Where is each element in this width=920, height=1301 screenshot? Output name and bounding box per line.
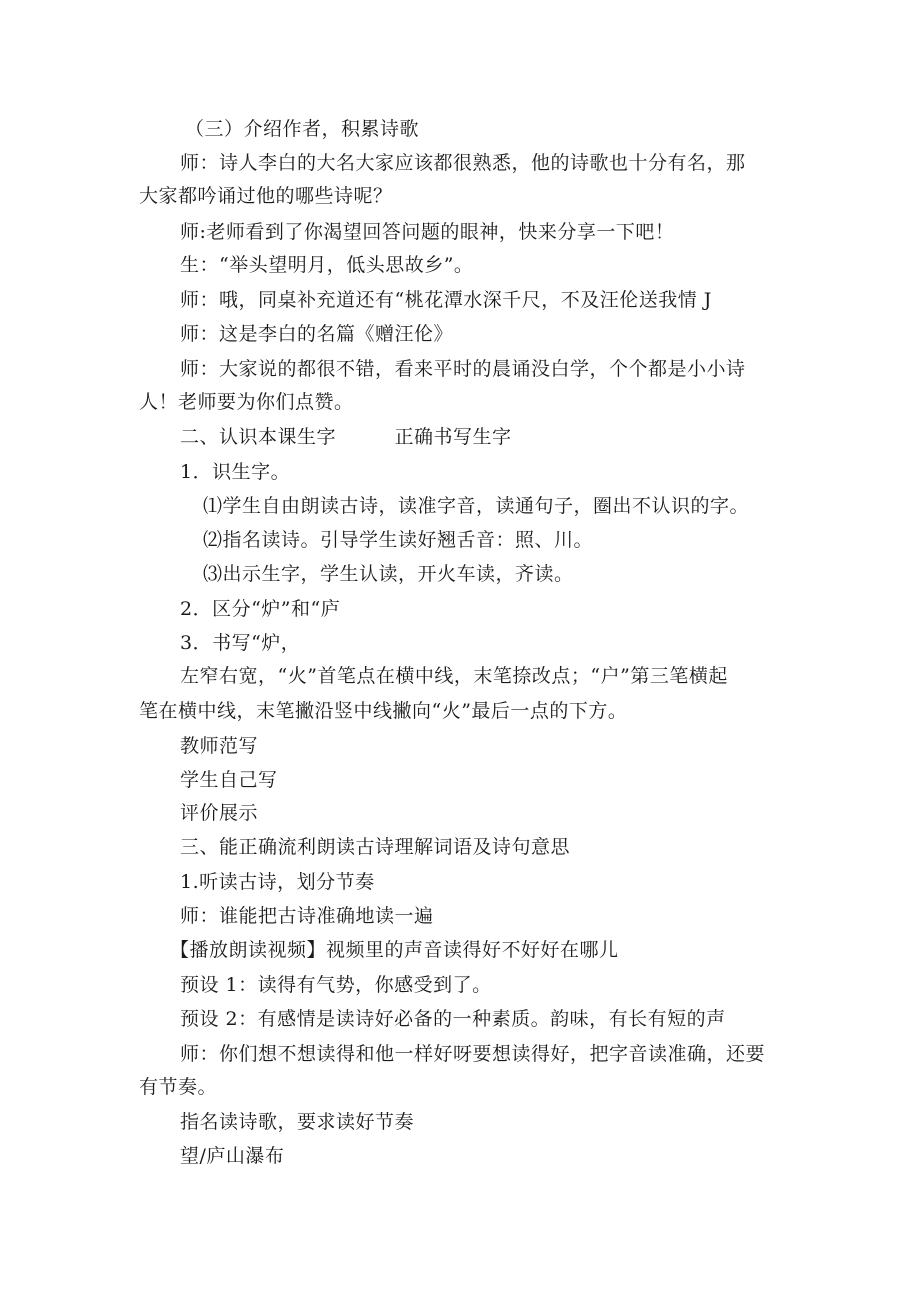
paragraph-line: 师：这是李白的名篇《赠汪伦》 [180, 323, 454, 345]
paragraph-line: 左窄右宽，“火”首笔点在横中线，末笔捺改点；“户”第三笔横起 [180, 665, 728, 687]
section-heading: 二、认识本课生字 正确书写生字 [180, 426, 512, 448]
list-item: ⑵指名读诗。引导学生读好翘舌音：照、川。 [203, 529, 594, 551]
paragraph-line: 【播放朗读视频】视频里的声音读得好不好好在哪儿 [170, 939, 619, 961]
paragraph-line: 师：大家说的都很不错，看来平时的晨诵没白学，个个都是小小诗 [180, 358, 746, 380]
list-item: 1．识生字。 [180, 461, 291, 483]
paragraph-line: 大家都吟诵过他的哪些诗呢？ [139, 185, 393, 207]
paragraph-line: 人！老师要为你们点赞。 [139, 391, 354, 413]
paragraph-line: 生：“举头望明月，低头思故乡”。 [180, 254, 474, 276]
list-item: 1.听读古诗，划分节奏 [180, 871, 375, 893]
list-item: ⑴学生自由朗读古诗，读准字音，读通句子，圈出不认识的字。 [203, 495, 750, 517]
paragraph-line: 师:老师看到了你渴望回答问题的眼神，快来分享一下吧！ [180, 221, 675, 243]
paragraph-line: 教师范写 [180, 735, 259, 757]
paragraph-line: 师：哦，同桌补充道还有“桃花潭水深千尺，不及汪伦送我情 J [180, 289, 712, 311]
paragraph-line: 望/庐山瀑布 [180, 1145, 285, 1167]
section-heading: 三、能正确流利朗读古诗理解词语及诗句意思 [180, 836, 571, 858]
list-item: 3．书写“炉， [180, 632, 301, 654]
paragraph-line: 师：诗人李白的大名大家应该都很熟悉，他的诗歌也十分有名，那 [180, 152, 746, 174]
paragraph-line: 预设 2：有感情是读诗好必备的一种素质。韵味，有长有短的声 [180, 1008, 726, 1030]
list-item: 2．区分“炉”和“庐 [180, 598, 341, 620]
paragraph-line: 笔在横中线，末笔撇沿竖中线撇向“火”最后一点的下方。 [139, 700, 628, 722]
paragraph-line: 指名读诗歌，要求读好节奏 [180, 1111, 415, 1133]
section-heading: （三）介绍作者，积累诗歌 [185, 118, 420, 140]
paragraph-line: 评价展示 [180, 802, 259, 824]
paragraph-line: 有节奏。 [139, 1076, 218, 1098]
paragraph-line: 预设 1：读得有气势，你感受到了。 [180, 974, 492, 996]
list-item: ⑶出示生字，学生认读，开火车读，齐读。 [203, 563, 574, 585]
paragraph-line: 师：谁能把古诗准确地读一遍 [180, 905, 434, 927]
paragraph-line: 师：你们想不想读得和他一样好呀要想读得好，把字音读准确，还要 [180, 1043, 766, 1065]
paragraph-line: 学生自己写 [180, 769, 278, 791]
